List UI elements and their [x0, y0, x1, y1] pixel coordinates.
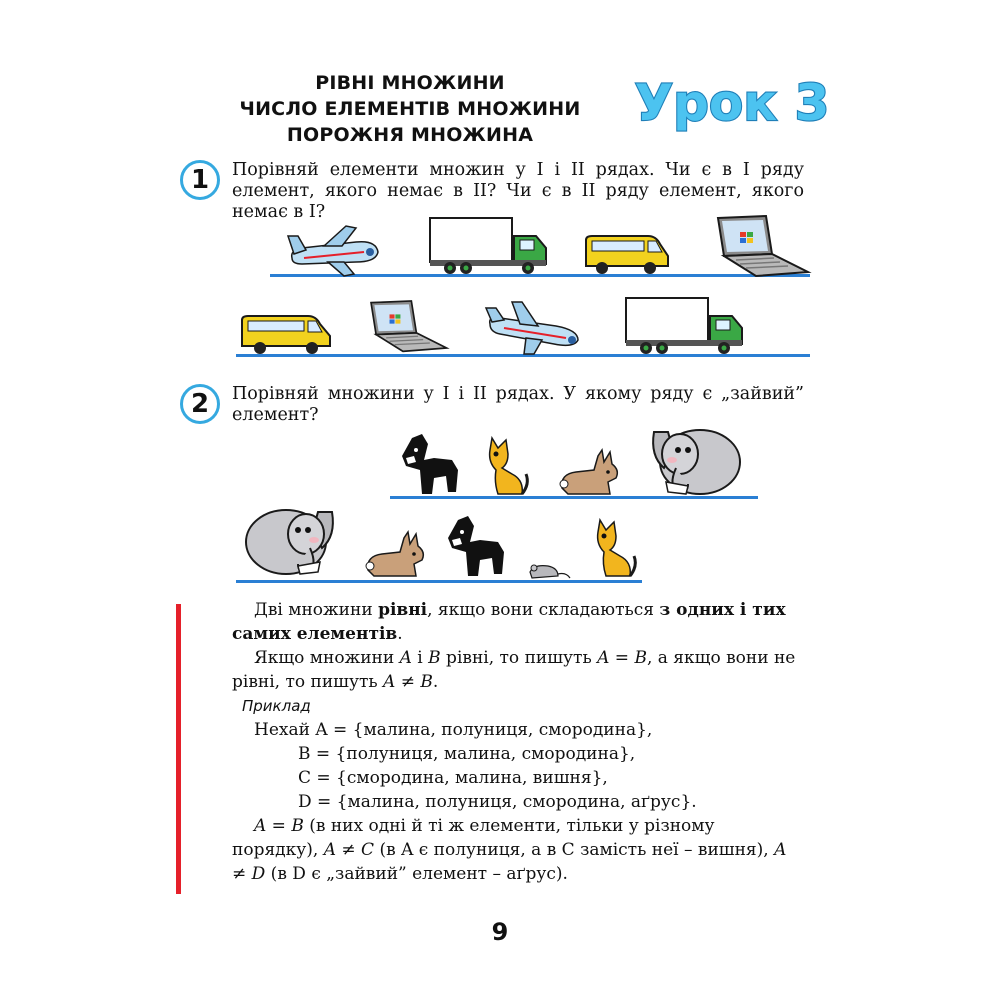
elephant-icon: [244, 496, 338, 578]
task-2-number: 2: [180, 384, 220, 424]
example-conclusion: A = B (в них одні й ті ж елементи, тільки у різному порядку), A ≠ C (в A є полуниця, а в C замість неї – вишня), A ≠ D (в D є „зайвий” елемент – аґрус).: [232, 816, 787, 884]
example-set-c: C = {смородина, малина, вишня},: [298, 768, 608, 788]
task-2-text: Порівняй множини у I і II рядах. У якому ряду є „зайвий” елемент?: [232, 384, 804, 425]
airplane-icon: [284, 222, 384, 278]
title-line-3: ПОРОЖНЯ МНОЖИНА: [286, 124, 534, 146]
page-number: 9: [491, 918, 509, 946]
title-line-2: ЧИСЛО ЕЛЕМЕНТІВ МНОЖИНИ: [239, 98, 581, 120]
task-1-text: Порівняй елементи множин у I і II рядах. Чи є в I ряду елемент, якого немає в II? Чи є в II ряду елемент, якого немає в I?: [232, 160, 804, 222]
lesson-badge: [634, 60, 830, 140]
example-set-b: B = {полуниця, малина, смородина},: [298, 744, 636, 764]
example-label: Приклад: [242, 697, 311, 715]
rule-definition: Дві множини рівні, якщо вони складаються з одних і тих самих елементів.: [232, 600, 786, 644]
laptop-icon: [366, 296, 450, 358]
yellow-cat-icon: [484, 434, 532, 498]
laptop-icon: [712, 214, 812, 280]
lesson-title: [200, 70, 620, 148]
elephant-icon: [648, 416, 742, 498]
task-1-number: 1: [180, 160, 220, 200]
example-set-d: D = {малина, полуниця, смородина, аґрус}.: [298, 792, 697, 812]
rule-block: [232, 598, 804, 886]
example-set-a: Нехай A = {малина, полуниця, смородина},: [254, 720, 653, 740]
black-dog-icon: [398, 430, 466, 498]
airplane-icon: [484, 300, 584, 356]
van-icon: [238, 312, 334, 356]
title-line-1: РІВНІ МНОЖИНИ: [315, 72, 505, 94]
yellow-cat-icon: [592, 516, 640, 580]
black-dog-icon: [444, 512, 512, 580]
truck-icon: [624, 294, 746, 356]
truck-icon: [428, 214, 550, 276]
rabbit-icon: [558, 448, 622, 498]
rule-accent-bar: [176, 604, 181, 894]
animals-row-2-line: [236, 580, 642, 583]
lesson-badge-text: Урок 3: [634, 74, 830, 132]
rule-notation: Якщо множини A і B рівні, то пишуть A = B, а якщо вони не рівні, то пишуть A ≠ B.: [232, 648, 796, 692]
rabbit-icon: [364, 530, 428, 580]
mouse-icon: [524, 560, 572, 582]
van-icon: [582, 232, 672, 276]
